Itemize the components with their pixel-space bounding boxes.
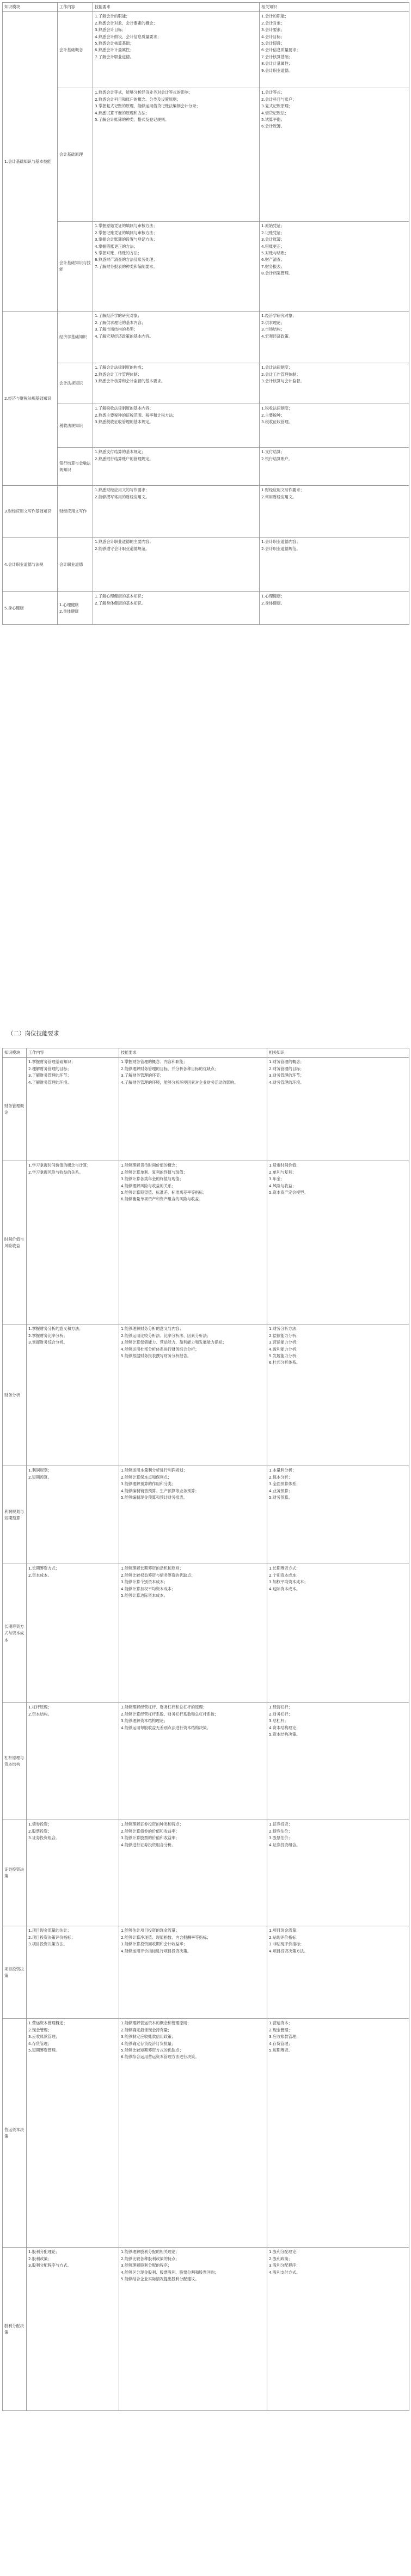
table-row bbox=[3, 1564, 409, 1703]
skills-cell: 1.了解会计法律制度的构成； 2.熟悉会计工作管理体制； 3.熟悉会计核算和会计监督的基本要求。 bbox=[93, 363, 260, 404]
module-cell: 利润规划与短期预算 bbox=[3, 1466, 27, 1564]
skills-cell: 1.能够理解营运资本的概念和管理原则； 2.能够确定最佳现金持有量； 3.能够制定应收账款信用政策； 4.能够确定存货经济订货批量； 5.能够比较短期筹资方式的优缺点； 6.能够综合运用营运资本管理方法进行决策。 bbox=[119, 2019, 267, 2248]
work-content-cell: 1.项目现金流量的估计； 2.项目投资决策评价指标； 3.项目投资决策方法。 bbox=[27, 1926, 119, 2019]
module-cell: 营运资本决策 bbox=[3, 2019, 27, 2248]
table-row bbox=[3, 448, 409, 486]
table-row bbox=[3, 312, 409, 363]
skills-cell: 1.熟悉会计等式，能够分析经济业务对会计等式的影响； 2.熟悉会计科目和账户的概念、分类及设置原则； 3.掌握复式记账的原理，能够运用借贷记账法编制会计分录； 4.熟悉试算平衡的原理和方法； 5.了解会计账簿的种类、格式及登记规则。 bbox=[93, 88, 260, 222]
skills-cell: 1.能够理解股利分配的相关理论； 2.能够比较各种股利政策的特点； 3.能够理解股利分配的程序； 4.能够区分现金股利、股票股利、股票分割和股票回购； 5.能够结合企业实际情况提出股利分配建议。 bbox=[119, 2248, 267, 2411]
module-cell: 1.会计基础知识与基本技能 bbox=[3, 12, 58, 312]
table1-header-row bbox=[3, 3, 409, 12]
work-content-cell: 会计职业道德 bbox=[58, 538, 93, 592]
module-cell: 杠杆原理与资本结构 bbox=[3, 1703, 27, 1820]
module-cell: 5.身心健康 bbox=[3, 592, 58, 625]
work-content-cell: 财经应用文写作 bbox=[58, 486, 93, 538]
work-content-cell: 1.股利分配理论； 2.股利政策； 3.股利分配程序与方式。 bbox=[27, 2248, 119, 2411]
knowledge-cell: 1.项目现金流量； 2.贴现评价指标； 3.非贴现评价指标； 4.项目投资决策方法。 bbox=[267, 1926, 409, 2019]
table-row bbox=[3, 2248, 409, 2411]
module-cell: 财务管理概论 bbox=[3, 1058, 27, 1161]
work-content-cell: 1.利润规划； 2.短期预算。 bbox=[27, 1466, 119, 1564]
knowledge-cell: 1.本量利分析； 2.保本分析； 3.全面预算体系； 4.业务预算； 5.财务预算。 bbox=[267, 1466, 409, 1564]
module-cell: 3.财经应用文写作基础知识 bbox=[3, 486, 58, 538]
knowledge-cell: 1.会计的职能； 2.会计对象； 3.会计要素； 4.会计目标； 5.会计假设； 6.会计信息质量要求； 7.会计核算基础； 8.会计计量属性； 9.会计职业道德。 bbox=[260, 12, 409, 88]
table-row bbox=[3, 2019, 409, 2248]
skills-cell: 1.掌握原始凭证的填制与审核方法； 2.掌握记账凭证的填制与审核方法； 3.掌握会计账簿的设置与登记方法； 4.掌握错账更正的方法； 5.掌握对账、结账的方法； 6.熟悉财产清查的方法及账务处理； 7.了解财务报表的种类和编制要求。 bbox=[93, 222, 260, 312]
module-cell: 长期筹资方式与资本成本 bbox=[3, 1564, 27, 1703]
table-row bbox=[3, 538, 409, 592]
knowledge-cell: 1.会计等式； 2.会计科目与账户； 3.复式记账原理； 4.借贷记账法； 5.试算平衡； 6.会计账簿。 bbox=[260, 88, 409, 222]
table2-header-knowledge: 相关知识 bbox=[267, 1048, 409, 1058]
work-content-cell: 经济学基础知识 bbox=[58, 312, 93, 363]
table-row bbox=[3, 12, 409, 88]
knowledge-cell: 1.营运资本； 2.现金管理； 3.应收账款管理； 4.存货管理； 5.短期筹资。 bbox=[267, 2019, 409, 2248]
knowledge-cell: 1.经营杠杆； 2.财务杠杆； 3.总杠杆； 4.资本结构理论； 5.资本结构决策。 bbox=[267, 1703, 409, 1820]
work-content-cell: 1.掌握财务管理基础知识； 2.理解财务管理的目标； 3.了解财务管理的环节； 4.了解财务管理的环境。 bbox=[27, 1058, 119, 1161]
work-content-cell: 1.长期筹资方式； 2.资本成本。 bbox=[27, 1564, 119, 1703]
table-row bbox=[3, 1161, 409, 1324]
knowledge-cell: 1.经济学研究对象； 2.供求理论； 3.市场结构； 4.宏观经济政策。 bbox=[260, 312, 409, 363]
knowledge-cell: 1.货币时间价值； 2.单利与复利； 3.年金； 4.风险与收益； 5.资本资产定价模型。 bbox=[267, 1161, 409, 1324]
table-row bbox=[3, 363, 409, 404]
table-row bbox=[3, 1466, 409, 1564]
skills-cell: 1.了解心理健康的基本知识； 2.了解身体健康的基本知识。 bbox=[93, 592, 260, 625]
knowledge-cell: 1.税收法律制度； 2.主要税种； 3.税收征收管理。 bbox=[260, 404, 409, 448]
skills-cell: 1.了解经济学的研究对象； 2.了解供求理论的基本内容； 3.了解市场结构的类型； 4.了解宏观经济政策的基本内容。 bbox=[93, 312, 260, 363]
work-content-cell: 会计基础概念 bbox=[58, 12, 93, 88]
knowledge-cell: 1.财务管理的概念； 2.财务管理的目标； 3.财务管理的环节； 4.财务管理的环境。 bbox=[267, 1058, 409, 1161]
work-content-cell: 1.杠杆原理； 2.资本结构。 bbox=[27, 1703, 119, 1820]
skills-cell: 1.了解会计的职能； 2.熟悉会计对象、会计要素的概念； 3.熟悉会计目标； 4.熟悉会计假设、会计信息质量要求； 5.熟悉会计核算基础； 6.熟悉会计计量属性； 7.了解会计职业道德。 bbox=[93, 12, 260, 88]
skills-cell: 1.了解税收法律制度的基本内容； 2.熟悉主要税种的征税范围、税率和计税方法； 3.熟悉税收征收管理的基本规定。 bbox=[93, 404, 260, 448]
table-row bbox=[3, 1926, 409, 2019]
knowledge-cell: 1.会计法律制度； 2.会计工作管理体制； 3.会计核算与会计监督。 bbox=[260, 363, 409, 404]
skills-cell: 1.熟悉会计职业道德的主要内容； 2.能够遵守会计职业道德规范。 bbox=[93, 538, 260, 592]
module-cell: 时间价值与风险收益 bbox=[3, 1161, 27, 1324]
table-row bbox=[3, 486, 409, 538]
skills-cell: 1.能够理解证券投资的种类和特点； 2.能够计算债券的价值和收益率； 3.能够计算股票的价值和收益率； 4.能够进行证券投资组合分析。 bbox=[119, 1820, 267, 1926]
knowledge-cell: 1.财务分析方法； 2.偿债能力分析； 3.营运能力分析； 4.盈利能力分析； 5.发展能力分析； 6.杜邦分析体系。 bbox=[267, 1324, 409, 1466]
work-content-cell: 会计基础知识与技能 bbox=[58, 222, 93, 312]
work-content-cell: 1.营运资本管理概述； 2.现金管理； 3.应收账款管理； 4.存货管理； 5.短期筹资管理。 bbox=[27, 2019, 119, 2248]
knowledge-cell: 1.财经应用文写作要求； 2.常用财经应用文。 bbox=[260, 486, 409, 538]
table1-header-module: 知识模块 bbox=[3, 3, 58, 12]
section-title: （二）岗位技能要求 bbox=[8, 1030, 59, 1037]
work-content-cell: 1.心理健康 2.身体健康 bbox=[58, 592, 93, 625]
table2-header-row bbox=[3, 1048, 409, 1058]
table1-header-work: 工作内容 bbox=[58, 3, 93, 12]
module-cell: 项目投资决策 bbox=[3, 1926, 27, 2019]
table-row bbox=[3, 1324, 409, 1466]
module-cell: 财务分析 bbox=[3, 1324, 27, 1466]
table-row bbox=[3, 222, 409, 312]
table2-header-skills: 技能要求 bbox=[119, 1048, 267, 1058]
skills-cell: 1.能够估计项目投资的现金流量； 2.能够计算净现值、现值指数、内含报酬率等指标； 3.能够计算投资回收期和会计收益率； 4.能够运用评价指标进行项目投资决策。 bbox=[119, 1926, 267, 2019]
skills-cell: 1.能够理解财务分析的意义与内容； 2.能够运用比较分析法、比率分析法、因素分析法； 3.能够计算偿债能力、营运能力、盈利能力和发展能力指标； 4.能够运用杜邦分析体系进行财务综合分析； 5.能够根据财务报表撰写财务分析报告。 bbox=[119, 1324, 267, 1466]
module-cell: 2.经济与财税法规基础知识 bbox=[3, 312, 58, 486]
knowledge-cell: 1.证券投资； 2.债券估价； 3.股票估价； 4.证券投资组合。 bbox=[267, 1820, 409, 1926]
skills-cell: 1.能够理解经营杠杆、财务杠杆和总杠杆的原理； 2.能够计算经营杠杆系数、财务杠杆系数和总杠杆系数； 3.能够理解资本结构理论； 4.能够运用每股收益无差别点法进行资本结构决策。 bbox=[119, 1703, 267, 1820]
job-skills-table bbox=[2, 1048, 409, 2411]
table2-body bbox=[3, 1058, 409, 2411]
knowledge-cell: 1.股利分配理论； 2.股利政策； 3.股利分配程序； 4.股利支付方式。 bbox=[267, 2248, 409, 2411]
module-cell: 4.会计职业道德与法规 bbox=[3, 538, 58, 592]
table1-header-skills: 技能要求 bbox=[93, 3, 260, 12]
work-content-cell: 1.债券投资； 2.股票投资； 3.证券投资组合。 bbox=[27, 1820, 119, 1926]
work-content-cell: 会计基础原理 bbox=[58, 88, 93, 222]
knowledge-cell: 1.心理健康； 2.身体健康。 bbox=[260, 592, 409, 625]
table-row bbox=[3, 1058, 409, 1161]
table-row bbox=[3, 1703, 409, 1820]
knowledge-cell: 1.会计职业道德内容； 2.会计职业道德规范。 bbox=[260, 538, 409, 592]
work-content-cell: 1.学习掌握时间价值的概念与计算； 2.学习掌握风险与收益的关系。 bbox=[27, 1161, 119, 1324]
knowledge-cell: 1.原始凭证； 2.记账凭证； 3.会计账簿； 4.错账更正； 5.对账与结账； 6.财产清查； 7.财务报表； 8.会计档案管理。 bbox=[260, 222, 409, 312]
knowledge-cell: 1.支付结算； 2.银行结算账户。 bbox=[260, 448, 409, 486]
skills-cell: 1.熟悉财经应用文的写作要求； 2.能够撰写常用的财经应用文。 bbox=[93, 486, 260, 538]
work-content-cell: 银行结算与金融法规知识 bbox=[58, 448, 93, 486]
job-knowledge-table bbox=[2, 2, 409, 625]
table-row bbox=[3, 1820, 409, 1926]
table-row bbox=[3, 404, 409, 448]
table-row bbox=[3, 592, 409, 625]
table-row bbox=[3, 88, 409, 222]
skills-cell: 1.掌握财务管理的概念、内容和职能； 2.能够理解财务管理的目标，并分析各种目标的优缺点； 3.了解财务管理的环节； 4.了解财务管理的环境，能够分析环境因素对企业财务活动的影响。 bbox=[119, 1058, 267, 1161]
table2-header-module: 知识模块 bbox=[3, 1048, 27, 1058]
table1-header-knowledge: 相关知识 bbox=[260, 3, 409, 12]
work-content-cell: 会计法规知识 bbox=[58, 363, 93, 404]
module-cell: 股利分配决策 bbox=[3, 2248, 27, 2411]
table2-header-work: 工作内容 bbox=[27, 1048, 119, 1058]
work-content-cell: 税收法规知识 bbox=[58, 404, 93, 448]
skills-cell: 1.能够理解长期筹资的动机和原则； 2.能够比较权益筹资与债务筹资的优缺点； 3.能够计算个别资本成本； 4.能够计算加权平均资本成本； 5.能够计算边际资本成本。 bbox=[119, 1564, 267, 1703]
skills-cell: 1.熟悉支付结算的基本规定； 2.熟悉银行结算账户的管理规定。 bbox=[93, 448, 260, 486]
skills-cell: 1.能够理解货币时间价值的概念； 2.能够计算单利、复利的终值与现值； 3.能够计算各类年金的终值与现值； 4.能够理解风险与收益的关系； 5.能够计算期望值、标准差、标准离差率等指标； 6.能够衡量单项资产和资产组合的风险与收益。 bbox=[119, 1161, 267, 1324]
knowledge-cell: 1.长期筹资方式； 2.个别资本成本； 3.加权平均资本成本； 4.边际资本成本。 bbox=[267, 1564, 409, 1703]
skills-cell: 1.能够运用本量利分析进行利润规划； 2.能够计算保本点和保利点； 3.能够理解预算的作用和分类； 4.能够编制销售预算、生产预算等业务预算； 5.能够编制现金预算和预计财务报表。 bbox=[119, 1466, 267, 1564]
work-content-cell: 1.掌握财务分析的意义和方法； 2.掌握财务比率分析； 3.掌握财务综合分析。 bbox=[27, 1324, 119, 1466]
module-cell: 证券投资决策 bbox=[3, 1820, 27, 1926]
